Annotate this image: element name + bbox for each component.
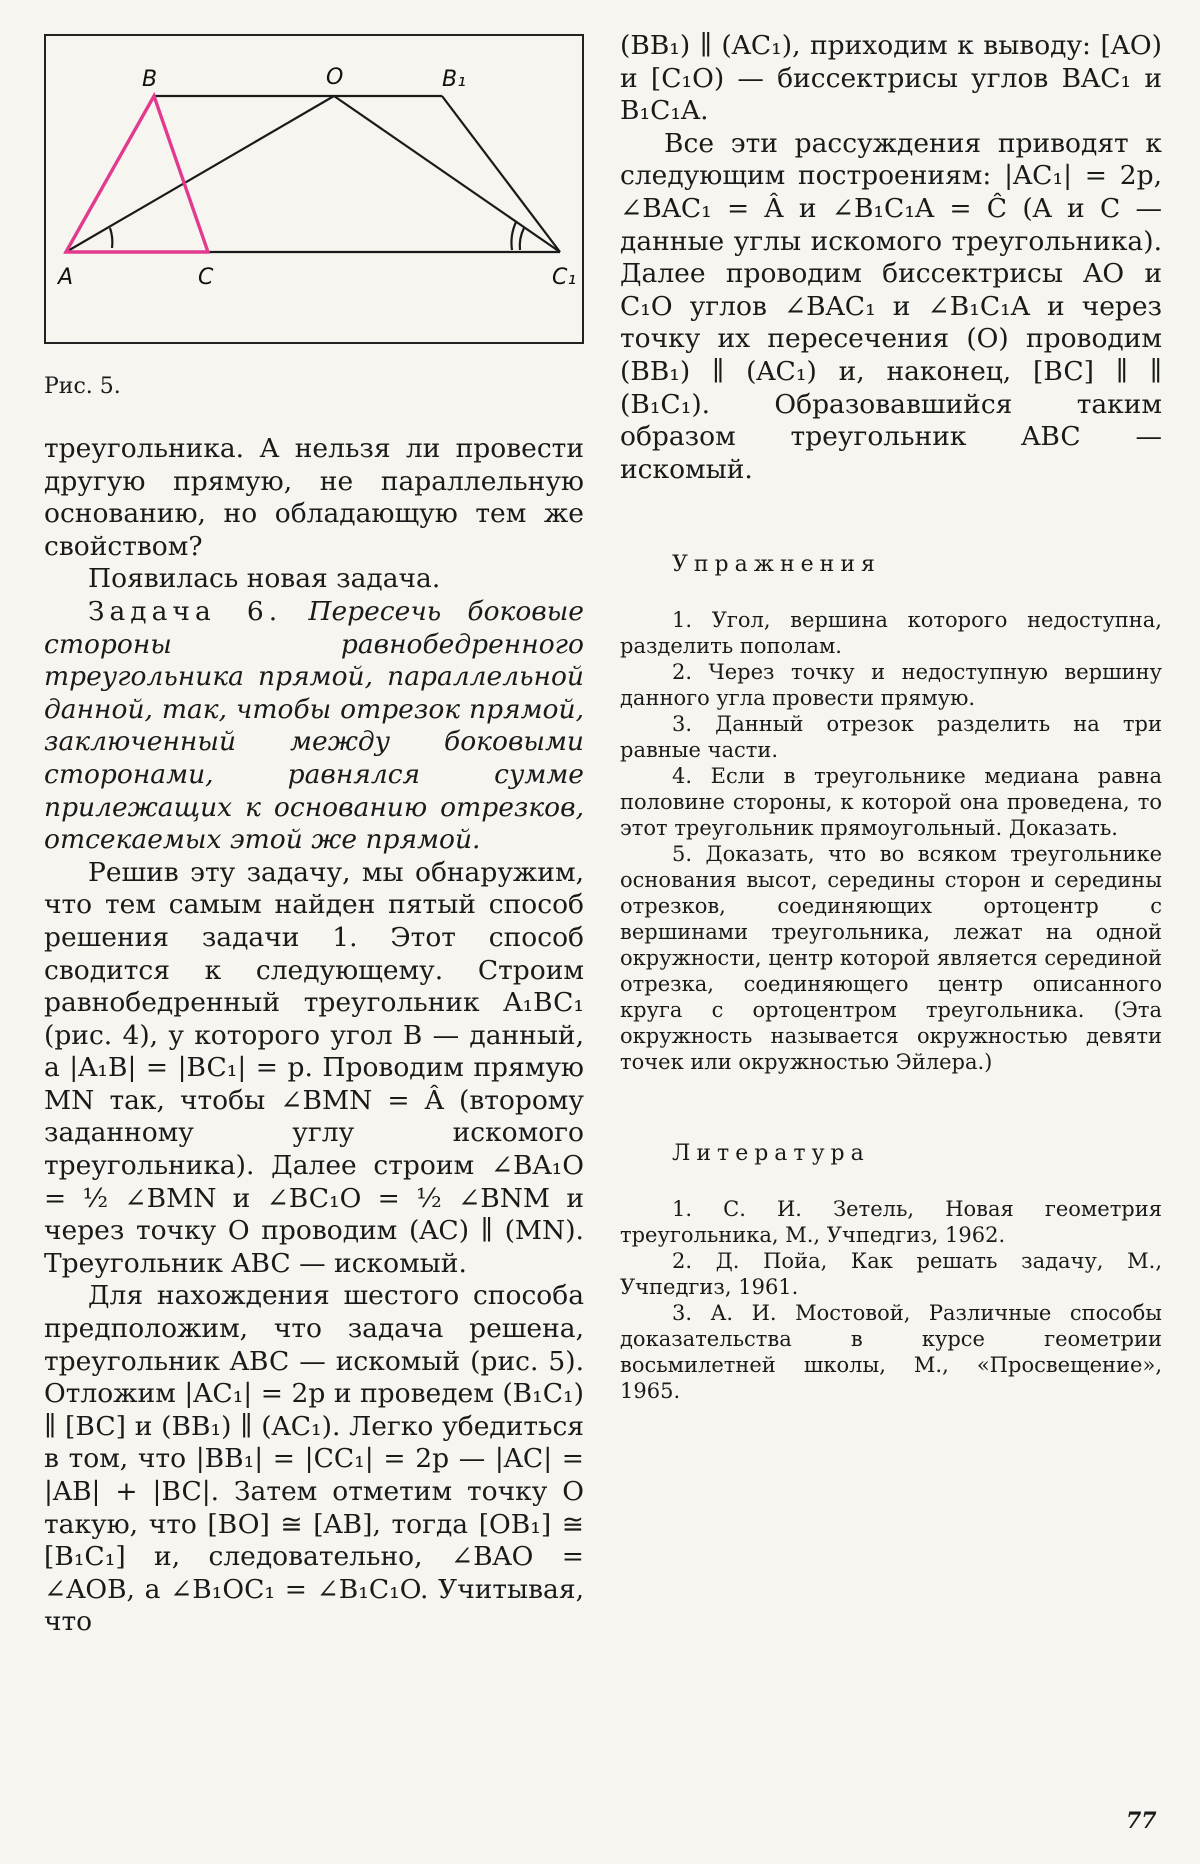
triangle-ABC [66, 96, 208, 252]
task-statement: Пересечь боковые стороны равнобедренного треугольника прямой, параллельной данной, так, чтобы отрезок прямой, заключенный между боковыми сторонами, равнялся сумме прилежащих к основанию отрезков, отсекаемых этой же прямой. [44, 595, 584, 856]
literature-heading: Литература [672, 1141, 870, 1167]
paragraph-new-task: Появилась новая задача. [88, 563, 441, 595]
exercise-item: 5. Доказать, что во всяком треугольнике основания высот, середины сторон и середины отрезков, соединяющих ортоцентр с вершинами треугольника, лежат на одной окружности, центр которой является серединой отрезка, соединяющего центр описанного круга с ортоцентром треугольника. (Эта окружность называется окружностью девяти точек или окружностью Эйлера.) [620, 842, 1162, 1075]
segment-OC1 [334, 96, 560, 252]
angle-arc-A [110, 228, 112, 248]
exercise-item: 2. Через точку и недоступную вершину данного угла провести прямую. [620, 660, 1162, 711]
right-column [620, 30, 1162, 1404]
literature-item: 1. С. И. Зетель, Новая геометрия треугольника, М., Учпедгиз, 1962. [620, 1197, 1162, 1248]
paragraph-conclusion: (BB₁) ∥ (AC₁), приходим к выводу: [AO) и [C₁O) — биссектрисы углов BAC₁ и B₁C₁A. [620, 30, 1162, 127]
angle-arc-C1-outer [511, 222, 516, 250]
label-O: O [326, 65, 344, 90]
task-label: Задача 6. [88, 595, 283, 627]
label-B1: B₁ [442, 67, 466, 92]
exercise-item: 3. Данный отрезок разделить на три равные части. [620, 712, 1162, 763]
exercises-heading: Упражнения [672, 552, 881, 578]
literature-item: 2. Д. Пойа, Как решать задачу, М., Учпедгиз, 1961. [620, 1249, 1162, 1300]
exercise-item: 1. Угол, вершина которого недоступна, разделить пополам. [620, 608, 1162, 659]
literature-item: 3. А. И. Мостовой, Различные способы доказательства в курсе геометрии восьмилетней школы, М., «Просвещение», 1965. [620, 1301, 1162, 1404]
figure-5 [44, 34, 584, 344]
segment-B1C1 [442, 96, 560, 252]
literature-list [620, 1196, 1162, 1404]
exercises-list [620, 607, 1162, 1075]
label-C: C [198, 265, 214, 290]
task-6 [44, 596, 584, 857]
label-C1: C₁ [552, 265, 577, 290]
label-A: A [58, 265, 74, 290]
exercise-item: 4. Если в треугольнике медиана равна половине стороны, к которой она проведена, то этот треугольник прямоугольный. Доказать. [620, 764, 1162, 841]
figure-caption: Рис. 5. [44, 374, 121, 399]
page-number: 77 [1126, 1808, 1157, 1834]
paragraph-fifth-method: Решив эту задачу, мы обнаружим, что тем самым найден пятый способ решения задачи 1. Этот способ сводится к следующему. Строим равнобедренный треугольник A₁BC₁ (рис. 4), у которого угол B — данный, а |A₁B| = |BC₁| = p. Проводим прямую MN так, чтобы ∠BMN = Â (второму заданному углу искомого треугольника). Далее строим ∠BA₁O = ½ ∠BMN и ∠BC₁O = ½ ∠BNM и через точку O проводим (AC) ∥ (MN). Треугольник ABC — искомый. [44, 856, 584, 1279]
paragraph-intro: треугольника. А нельзя ли провести другую прямую, не параллельную основанию, но обладающую тем же свойством? [44, 433, 584, 562]
figure-diagram [46, 36, 582, 342]
paragraph-sixth-method: Для нахождения шестого способа предположим, что задача решена, треугольник ABC — искомый (рис. 5). Отложим |AC₁| = 2p и проведем (B₁C₁) ∥ [BC] и (BB₁) ∥ (AC₁). Легко убедиться в том, что |BB₁| = |CC₁| = 2p — |AC| = |AB| + |BC|. Затем отметим точку O такую, что [BO] ≅ [AB], тогда [OB₁] ≅ [B₁C₁] и, следовательно, ∠BAO = ∠AOB, а ∠B₁OC₁ = ∠B₁C₁O. Учитывая, что [44, 1280, 584, 1638]
paragraph-constructions: Все эти рассуждения приводят к следующим построениям: |AC₁| = 2p, ∠BAC₁ = Â и ∠B₁C₁A = Ĉ (A и C — данные углы искомого треугольника). Далее проводим биссектрисы AO и C₁O углов ∠BAC₁ и ∠B₁C₁A и через точку их пересечения (O) проводим (BB₁) ∥ (AC₁) и, наконец, [BC] ∥ ∥ (B₁C₁). Образовавшийся таким образом треугольник ABC — искомый. [620, 127, 1162, 485]
label-B: B [142, 67, 158, 92]
angle-arc-C1-inner [520, 228, 524, 250]
left-column [44, 34, 584, 1639]
